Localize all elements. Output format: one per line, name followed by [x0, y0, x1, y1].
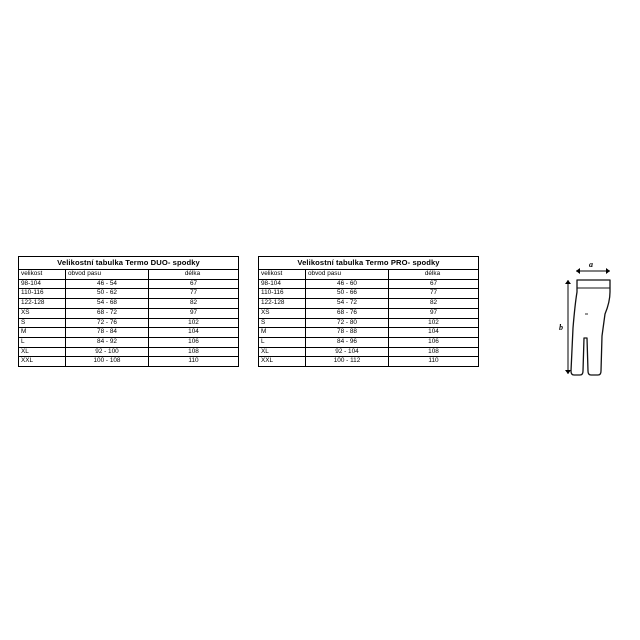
size-table-duo	[18, 256, 239, 367]
cell-waist: 84 - 96	[306, 338, 389, 348]
cell-size: S	[259, 318, 306, 328]
cell-length: 106	[149, 338, 239, 348]
table-row	[259, 347, 479, 357]
table-row	[19, 357, 239, 367]
cell-waist: 78 - 88	[306, 328, 389, 338]
trousers-diagram-svg	[548, 258, 626, 388]
size-table-pro	[258, 256, 479, 367]
table-row	[259, 328, 479, 338]
column-header-length: délka	[389, 270, 479, 280]
column-header-waist: obvod pasu	[66, 270, 149, 280]
table-row	[19, 318, 239, 328]
cell-length: 67	[389, 279, 479, 289]
cell-size: 122-128	[259, 299, 306, 309]
cell-waist: 72 - 76	[66, 318, 149, 328]
cell-length: 77	[149, 289, 239, 299]
table-row	[19, 338, 239, 348]
cell-waist: 46 - 54	[66, 279, 149, 289]
cell-size: 98-104	[259, 279, 306, 289]
cell-waist: 92 - 100	[66, 347, 149, 357]
cell-waist: 72 - 80	[306, 318, 389, 328]
cell-size: L	[19, 338, 66, 348]
table-row	[259, 357, 479, 367]
cell-length: 106	[389, 338, 479, 348]
cell-waist: 54 - 68	[66, 299, 149, 309]
cell-length: 67	[149, 279, 239, 289]
size-tables-container	[18, 256, 479, 367]
table-header-row	[259, 270, 479, 280]
table-header-row	[19, 270, 239, 280]
table-title: Velikostní tabulka Termo DUO- spodky	[19, 257, 239, 270]
cell-length: 97	[389, 308, 479, 318]
length-dimension-arrow	[565, 280, 571, 374]
width-dimension-arrow	[576, 268, 610, 274]
cell-length: 108	[389, 347, 479, 357]
cell-waist: 50 - 66	[306, 289, 389, 299]
cell-size: 122-128	[19, 299, 66, 309]
column-header-length: délka	[149, 270, 239, 280]
cell-waist: 68 - 76	[306, 308, 389, 318]
cell-length: 110	[389, 357, 479, 367]
cell-length: 82	[149, 299, 239, 309]
cell-waist: 46 - 60	[306, 279, 389, 289]
column-header-waist: obvod pasu	[306, 270, 389, 280]
trousers-shape	[571, 280, 610, 375]
cell-size: XS	[259, 308, 306, 318]
cell-length: 82	[389, 299, 479, 309]
cell-length: 77	[389, 289, 479, 299]
cell-waist: 68 - 72	[66, 308, 149, 318]
cell-size: XL	[19, 347, 66, 357]
cell-waist: 84 - 92	[66, 338, 149, 348]
cell-length: 108	[149, 347, 239, 357]
cell-size: S	[19, 318, 66, 328]
table-title: Velikostní tabulka Termo PRO- spodky	[259, 257, 479, 270]
cell-waist: 100 - 108	[66, 357, 149, 367]
cell-size: XS	[19, 308, 66, 318]
table-row	[259, 338, 479, 348]
width-label: a	[589, 260, 593, 269]
cell-length: 104	[389, 328, 479, 338]
cell-length: 102	[389, 318, 479, 328]
cell-size: L	[259, 338, 306, 348]
cell-length: 110	[149, 357, 239, 367]
table-title-row	[19, 257, 239, 270]
table-row	[259, 279, 479, 289]
table-row	[259, 318, 479, 328]
column-header-size: velikost	[19, 270, 66, 280]
cell-length: 97	[149, 308, 239, 318]
cell-size: XL	[259, 347, 306, 357]
table-row	[19, 328, 239, 338]
cell-waist: 50 - 62	[66, 289, 149, 299]
cell-size: 110-116	[259, 289, 306, 299]
table-row	[19, 308, 239, 318]
cell-size: XXL	[259, 357, 306, 367]
cell-waist: 78 - 84	[66, 328, 149, 338]
table-title-row	[259, 257, 479, 270]
cell-size: 98-104	[19, 279, 66, 289]
cell-size: XXL	[19, 357, 66, 367]
cell-waist: 100 - 112	[306, 357, 389, 367]
cell-waist: 92 - 104	[306, 347, 389, 357]
table-row	[19, 299, 239, 309]
table-row	[19, 279, 239, 289]
cell-size: M	[259, 328, 306, 338]
column-header-size: velikost	[259, 270, 306, 280]
table-row	[259, 299, 479, 309]
table-row	[259, 289, 479, 299]
cell-length: 102	[149, 318, 239, 328]
cell-waist: 54 - 72	[306, 299, 389, 309]
table-row	[19, 347, 239, 357]
length-label: b	[559, 323, 563, 332]
cell-size: 110-116	[19, 289, 66, 299]
table-row	[19, 289, 239, 299]
table-row	[259, 308, 479, 318]
cell-size: M	[19, 328, 66, 338]
trousers-diagram	[548, 258, 626, 388]
cell-length: 104	[149, 328, 239, 338]
